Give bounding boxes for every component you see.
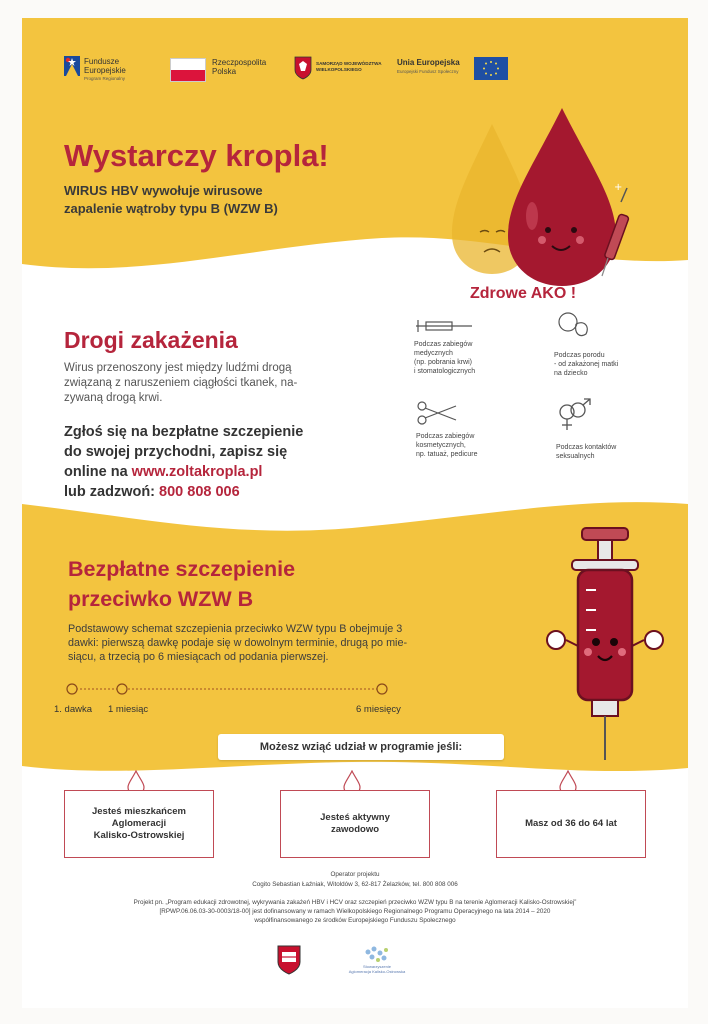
website-link[interactable]: www.zoltakropla.pl [131,464,263,480]
eu-funds-subtitle: Program Regionalny [84,76,126,81]
baby-icon [554,310,594,340]
timeline-dot-3 [377,684,387,694]
timeline-label-1: 1. dawka [54,704,93,715]
vaccination-text: Podstawowy schemat szczepienia przeciwko WZW typu B obejmuje 3 dawki: pierwszą dawkę podaje się w dowolnym terminie, drugą po mie- siącu, a trzecią po 6 miesiącach od podania pierwszej. [68,623,408,663]
cta-text [64,422,303,502]
eu-flag [474,57,508,80]
red-drop-icon [508,108,616,286]
syringe-icon [414,316,474,336]
left-thumb-icon [547,631,565,649]
vaccination-title-line-1: Bezpłatne szczepienie [68,557,296,581]
route-cosmetic-label: Podczas zabiegów kosmetycznych, np. tatuaż, pedicure [416,433,478,458]
timeline-dot-2 [117,684,127,694]
route-medical-label: Podczas zabiegów medycznych (np. pobrania krwi) i stomatologicznych [414,341,476,375]
criterion-age: Masz od 36 do 64 lat [496,790,646,858]
drop-mascots-illustration [432,106,652,286]
cta-call-label: lub zadzwoń: [64,484,160,500]
poland-flag [170,58,206,82]
region-title: SAMORZĄD WOJEWÓDZTWA WIELKOPOLSKIEGO [316,61,382,72]
project-info: Projekt pn. „Program edukacji zdrowotnej, wykrywania zakażeń HBV i HCV oraz szczepień przeciwko WZW typu B na terenie Aglomeracji Kalisko-Ostrowskiej” [RPWP.06.06.03-30-0003/18-00] jest dofinansowany w ramach Wielkopolskiego Regionalnego Programu Operacyjnego na lata 2014 – 2020 współfinansowanego ze środków Europejskiego Funduszu Społecznego [133,899,577,924]
wielkopolska-coat-of-arms [294,56,312,80]
cta-line-3 [64,462,303,482]
vaccination-title-line-2: przeciwko WZW B [68,587,254,611]
agglomeration-logo-text: Stowarzyszenie Aglomeracja Kalisko-Ostrowska [348,964,406,974]
eligibility-title: Możesz wziąć udział w programie jeśli: [259,741,463,753]
phone-number[interactable]: 800 808 006 [159,484,240,500]
poster [22,18,688,1008]
agglomeration-logo [362,944,392,964]
hero-title: Wystarczy kropla! [64,138,329,173]
timeline-label-3: 6 miesięcy [356,704,401,715]
syringe-mascot-illustration [530,510,680,762]
eu-funds-logo [62,54,82,78]
eu-title: Unia Europejska [397,58,460,67]
criterion-employment: Jesteś aktywny zawodowo [280,790,430,858]
slogan: Zdrowe AKO ! [470,285,577,302]
operator-details: Cogito Sebastian Łaźniak, Witoldów 3, 62-817 Żelazków, tel. 800 808 006 [252,881,458,888]
cta-line-4 [64,482,303,502]
cta-line-2: do swojej przychodni, zapisz się [64,444,288,460]
eu-subtitle: Europejski Fundusz Społeczny [397,69,459,74]
timeline-label-2: 1 miesiąc [108,704,149,715]
route-sexual-label: Podczas kontaktów seksualnych [556,444,617,460]
poland-title: Rzeczpospolita Polska [212,58,267,76]
route-birth-label: Podczas porodu - od zakażonej matki na dziecko [554,352,619,377]
eligibility-header [218,734,504,760]
operator-title: Operator projektu [330,871,380,878]
infection-routes-text: Wirus przenoszony jest między ludźmi drogą związaną z naruszeniem ciągłości tkanek, na- zywaną drogą krwi. [64,362,298,404]
vaccination-title [68,554,295,614]
hero-subtitle: WIRUS HBV wywołuje wirusowe zapalenie wątroby typu B (WZW B) [64,183,278,216]
eu-funds-title: Fundusze Europejskie [84,57,126,75]
criterion-residence: Jesteś mieszkańcem Aglomeracji Kalisko-Ostrowskiej [64,790,214,858]
gender-symbols-icon [556,398,592,432]
infection-routes-title: Drogi zakażenia [64,327,238,353]
kalisz-coat-of-arms [276,944,302,976]
scissors-icon [416,400,458,426]
cta-online-label: online na [64,464,132,480]
svg-text:+: + [614,182,623,193]
timeline-dot-1 [67,684,77,694]
cta-line-1: Zgłoś się na bezpłatne szczepienie [64,424,304,440]
dose-timeline [60,682,400,696]
right-thumb-icon [645,631,663,649]
